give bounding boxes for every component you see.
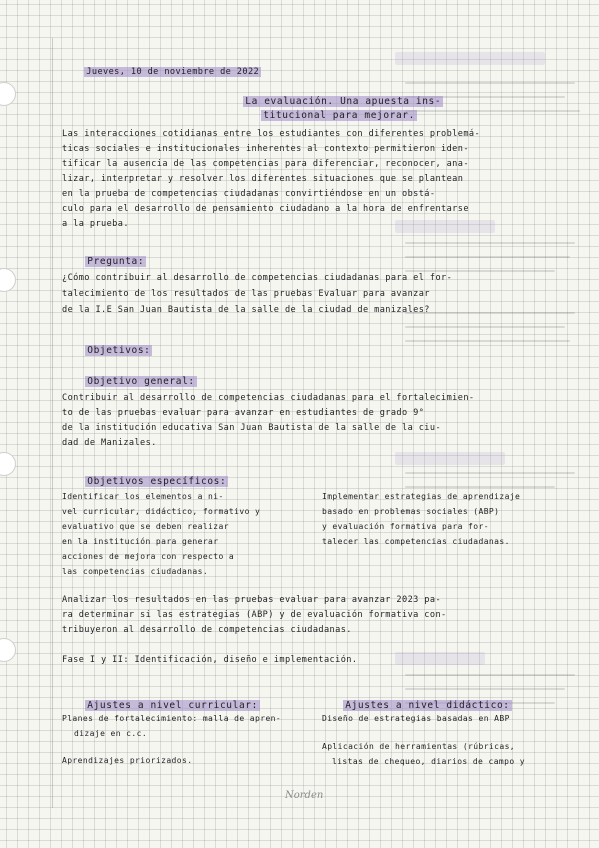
general-objective-line: Contribuir al desarrollo de competencias ciudadanas para el fortalecimien- (62, 393, 475, 403)
date-text: Jueves, 10 de noviembre de 2022 (86, 67, 260, 78)
phase-line: Fase I y II: Identificación, diseño e implementación. (62, 655, 358, 665)
binder-hole (0, 268, 16, 292)
binder-hole (0, 452, 16, 476)
general-objective-line: dad de Manizales. (62, 438, 157, 448)
intro-line: culo para el desarrollo de pensamiento ciudadano a la hora de enfrentarse (62, 204, 469, 214)
specific-objective-left-line: evaluativo que se deben realizar (62, 522, 229, 531)
question-line: ¿Cómo contribuir al desarrollo de competencias ciudadanas para el for- (62, 273, 453, 283)
specific-objective-left-line: las competencias ciudadanas. (62, 567, 209, 576)
specific-objectives-heading: Objetivos específicos: (87, 476, 227, 488)
specific-objective-right-line: talecer las competencias ciudadanas. (322, 537, 510, 546)
general-objective-line: to de las pruebas evaluar para avanzar en estudiantes de grado 9° (62, 408, 425, 418)
curricular-item: Planes de fortalecimiento: malla de apren- (62, 714, 282, 723)
margin-line (52, 38, 53, 808)
specific-objective-left-line: Identificar los elementos a ni- (62, 492, 224, 501)
specific-objective-bottom-line: ra determinar si las estrategias (ABP) y de evaluación formativa con- (62, 610, 447, 620)
specific-objective-left-line: acciones de mejora con respecto a (62, 552, 235, 561)
specific-objective-bottom-line: Analizar los resultados en las pruebas evaluar para avanzar 2023 pa- (62, 595, 442, 605)
intro-line: a la prueba. (62, 219, 129, 229)
didactic-item: listas de chequeo, diarios de campo y (332, 757, 526, 766)
curricular-item: dizaje en c.c. (74, 729, 148, 738)
specific-objective-right-line: y evaluación formativa para for- (322, 522, 489, 531)
general-objective-heading: Objetivo general: (87, 376, 195, 388)
didactic-item: Diseño de estrategias basadas en ABP (322, 714, 510, 723)
curricular-item: Aprendizajes priorizados. (62, 756, 193, 765)
binder-hole (0, 82, 16, 106)
page-title-line-1: La evaluación. Una apuesta ins- (245, 96, 442, 108)
general-objective-line: de la institución educativa San Juan Bautista de la salle de la ciu- (62, 423, 442, 433)
specific-objective-bottom-line: tribuyeron al desarrollo de competencias ciudadanas. (62, 625, 352, 635)
didactic-item: Aplicación de herramientas (rúbricas, (322, 742, 516, 751)
didactic-heading: Ajustes a nivel didáctico: (345, 700, 510, 712)
intro-line: Las interacciones cotidianas entre los estudiantes con diferentes problemá- (62, 129, 481, 139)
binder-hole (0, 638, 16, 662)
question-line: talecimiento de los resultados de las pruebas Evaluar para avanzar (62, 289, 430, 299)
intro-line: lizar, interpretar y resolver los diferentes situaciones que se plantean (62, 174, 464, 184)
curricular-heading: Ajustes a nivel curricular: (87, 700, 258, 712)
objectives-heading: Objetivos: (87, 345, 151, 357)
specific-objective-right-line: basado en problemas sociales (ABP) (322, 507, 500, 516)
specific-objective-right-line: Implementar estrategias de aprendizaje (322, 492, 521, 501)
notebook-brand-logo: Norden (285, 790, 324, 801)
intro-line: ticas sociales e institucionales inherentes al contexto permitieron iden- (62, 144, 469, 154)
specific-objective-left-line: vel curricular, didáctico, formativo y (62, 507, 261, 516)
question-heading: Pregunta: (87, 256, 145, 268)
specific-objective-left-line: en la institución para generar (62, 537, 219, 546)
intro-line: en la prueba de competencias ciudadanas convirtiéndose en un obstá- (62, 189, 436, 199)
page-title-line-2: titucional para mejorar. (263, 110, 415, 122)
intro-line: tificar la ausencia de las competencias para diferenciar, reconocer, ana- (62, 159, 469, 169)
question-line: de la I.E San Juan Bautista de la salle de la ciudad de manizales? (62, 305, 430, 315)
